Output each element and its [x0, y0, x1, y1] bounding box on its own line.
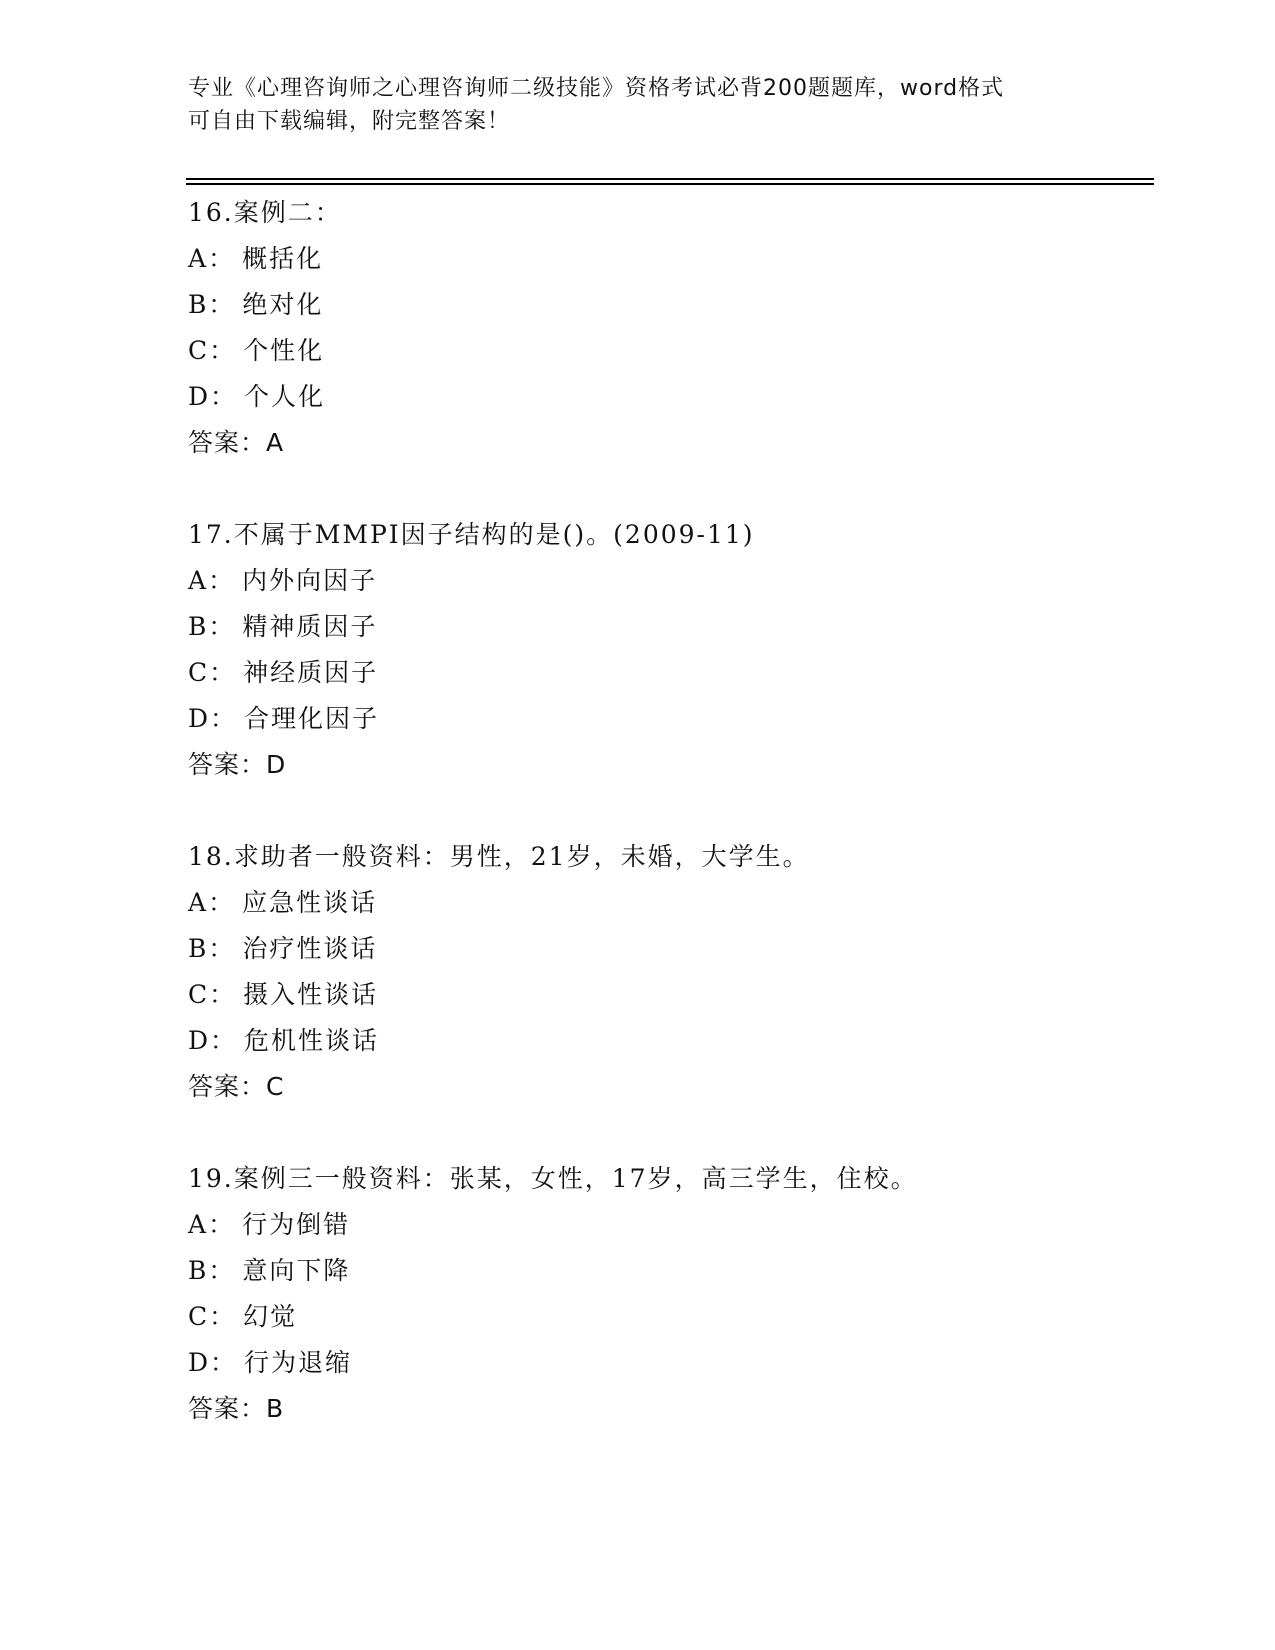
answer-option [188, 604, 1148, 650]
option-letter: C [188, 980, 210, 1009]
option-separator: ： [209, 1302, 237, 1331]
option-separator: ： [210, 704, 238, 733]
option-text: 合理化因子 [244, 704, 380, 733]
document-header [188, 72, 1068, 138]
option-text: 精神质因子 [242, 612, 378, 641]
answer-option [188, 650, 1148, 696]
question-title: 19.案例三一般资料：张某，女性，17岁，高三学生，住校。 [188, 1164, 918, 1193]
answer-option [188, 374, 1148, 420]
option-text: 神经质因子 [243, 658, 379, 687]
answer-option [188, 1340, 1148, 1386]
header-line-2: 可自由下载编辑，附完整答案！ [188, 109, 511, 134]
option-separator: ： [208, 888, 236, 917]
answer-option [188, 1248, 1148, 1294]
answer-option [188, 926, 1148, 972]
answer-option [188, 696, 1148, 742]
answer-option [188, 972, 1148, 1018]
answer-option [188, 558, 1148, 604]
option-separator: ： [209, 336, 237, 365]
answer-option [188, 328, 1148, 374]
option-letter: D [188, 382, 211, 411]
answer-option [188, 236, 1148, 282]
option-letter: C [188, 336, 210, 365]
option-separator: ： [208, 1256, 236, 1285]
answer-option [188, 282, 1148, 328]
question-answer: 答案：C [188, 1072, 285, 1101]
option-separator: ： [208, 1210, 236, 1239]
option-separator: ： [208, 244, 236, 273]
option-text: 概括化 [242, 244, 324, 273]
header-divider-top [186, 178, 1154, 180]
option-letter: D [188, 704, 211, 733]
option-text: 幻觉 [243, 1302, 298, 1331]
option-text: 个性化 [243, 336, 325, 365]
option-letter: A [188, 1210, 209, 1239]
option-separator: ： [208, 612, 236, 641]
option-letter: A [188, 244, 209, 273]
option-text: 应急性谈话 [242, 888, 378, 917]
option-text: 行为退缩 [244, 1348, 353, 1377]
option-text: 内外向因子 [242, 566, 378, 595]
question-title: 18.求助者一般资料：男性，21岁，未婚，大学生。 [188, 842, 810, 871]
option-text: 危机性谈话 [244, 1026, 380, 1055]
option-separator: ： [210, 1026, 238, 1055]
question-block [188, 190, 1148, 466]
question-title: 16.案例二： [188, 198, 342, 227]
option-separator: ： [210, 382, 238, 411]
option-text: 治疗性谈话 [242, 934, 378, 963]
option-text: 意向下降 [242, 1256, 351, 1285]
question-title: 17.不属于MMPI因子结构的是()。(2009-11) [188, 520, 755, 549]
option-letter: A [188, 566, 209, 595]
option-letter: B [188, 1256, 209, 1285]
option-letter: B [188, 612, 209, 641]
question-answer: 答案：A [188, 428, 285, 457]
option-separator: ： [208, 934, 236, 963]
answer-option [188, 1294, 1148, 1340]
question-block [188, 512, 1148, 788]
option-letter: B [188, 290, 209, 319]
question-block [188, 1156, 1148, 1432]
question-list [188, 190, 1148, 1478]
option-letter: B [188, 934, 209, 963]
question-block [188, 834, 1148, 1110]
answer-option [188, 1202, 1148, 1248]
header-divider-bottom [186, 183, 1154, 185]
option-separator: ： [210, 1348, 238, 1377]
header-line-1: 专业《心理咨询师之心理咨询师二级技能》资格考试必背200题题库，word格式 [188, 76, 1005, 101]
option-text: 行为倒错 [242, 1210, 351, 1239]
option-separator: ： [209, 980, 237, 1009]
answer-option [188, 880, 1148, 926]
option-text: 个人化 [244, 382, 326, 411]
option-letter: D [188, 1026, 211, 1055]
option-separator: ： [209, 658, 237, 687]
question-answer: 答案：D [188, 750, 287, 779]
option-letter: C [188, 1302, 210, 1331]
answer-option [188, 1018, 1148, 1064]
question-answer: 答案：B [188, 1394, 285, 1423]
option-separator: ： [208, 566, 236, 595]
option-letter: A [188, 888, 209, 917]
option-separator: ： [208, 290, 236, 319]
option-letter: D [188, 1348, 211, 1377]
option-text: 摄入性谈话 [243, 980, 379, 1009]
option-letter: C [188, 658, 210, 687]
option-text: 绝对化 [242, 290, 324, 319]
